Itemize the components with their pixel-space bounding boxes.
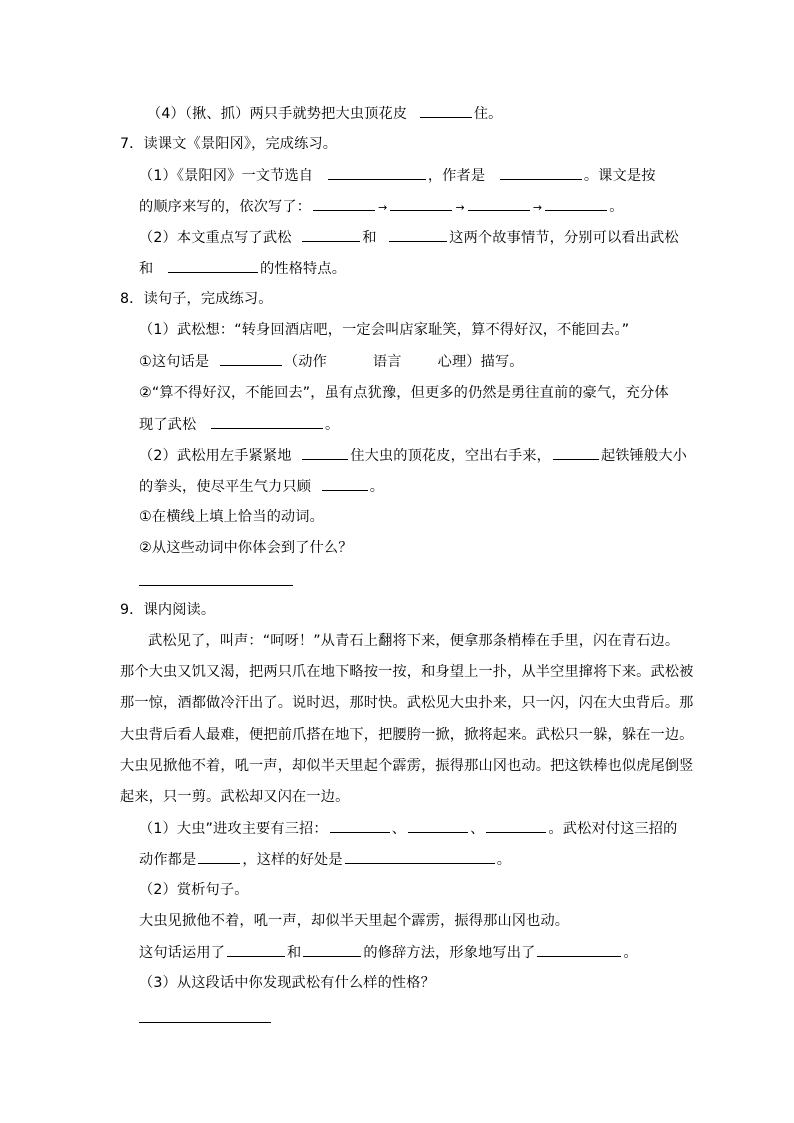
answer-blank[interactable] bbox=[322, 476, 368, 491]
answer-line[interactable] bbox=[139, 1022, 271, 1023]
passage-line: 大虫见掀他不着，吼一声，却似半天里起个霹雳，振得那山冈也动。把这铁棒也似虎尾倒竖 bbox=[120, 758, 694, 774]
passage-line: 大虫背后看人最难，便把前爪搭在地下，把腰胯一掀，掀将起来。武松只一躲，躲在一边。 bbox=[120, 727, 694, 743]
arrow-icon: → bbox=[455, 201, 465, 214]
answer-blank[interactable] bbox=[545, 196, 607, 211]
passage-line: 起来，只一剪。武松却又闪在一边。 bbox=[120, 789, 350, 805]
answer-blank[interactable] bbox=[500, 165, 582, 180]
answer-blank[interactable] bbox=[330, 818, 390, 833]
answer-blank[interactable] bbox=[168, 258, 258, 273]
arrow-icon: → bbox=[532, 201, 543, 214]
passage-line: 那个大虫又饥又渴，把两只爪在地下略按一按，和身望上一扑，从半空里撺将下来。武松被 bbox=[120, 664, 694, 680]
q8-item-1-sub2-line2: 现了武松 。 bbox=[139, 414, 339, 435]
q9-item-1-line1: （1）大虫”进攻主要有三招： 、 、 。武松对付这三招的 bbox=[139, 818, 677, 839]
answer-blank[interactable] bbox=[302, 227, 360, 242]
answer-blank[interactable] bbox=[408, 818, 468, 833]
q7-title: 7．读课文《景阳冈》，完成练习。 bbox=[120, 136, 338, 152]
q8-item-1-sub1: ①这句话是 （动作 语言 心理）描写。 bbox=[139, 351, 524, 372]
q6-item-4: （4）（揪、抓）两只手就势把大虫顶花皮 住。 bbox=[147, 103, 503, 124]
q8-item-2-sub1: ①在横线上填上恰当的动词。 bbox=[139, 509, 324, 525]
answer-blank[interactable] bbox=[227, 942, 285, 957]
answer-blank[interactable] bbox=[537, 942, 621, 957]
q8-item-1: （1）武松想：“转身回酒店吧，一定会叫店家耻笑，算不得好汉，不能回去。” bbox=[139, 322, 630, 338]
answer-blank[interactable] bbox=[198, 849, 240, 864]
answer-blank[interactable] bbox=[302, 445, 348, 460]
q8-title: 8．读句子，完成练习。 bbox=[120, 291, 273, 307]
answer-blank[interactable] bbox=[303, 942, 361, 957]
q9-item-2-answer: 这句话运用了 和 的修辞方法，形象地写出了 。 bbox=[139, 942, 638, 963]
q8-item-2-line1: （2）武松用左手紧紧地 住大虫的顶花皮，空出右手来， 起铁锤般大小 bbox=[139, 445, 687, 466]
passage-line: 武松见了，叫声：“呵呀！”从青石上翻将下来，便拿那条梢棒在手里，闪在青石边。 bbox=[148, 633, 680, 649]
answer-blank[interactable] bbox=[553, 445, 599, 460]
q7-item-1-line1: （1）《景阳冈》一文节选自 ，作者是 。课文是按 bbox=[139, 165, 656, 186]
passage-line: 那一惊，酒都做冷汗出了。说时迟，那时快。武松见大虫扑来，只一闪，闪在大虫背后。那 bbox=[120, 695, 694, 711]
answer-blank[interactable] bbox=[220, 351, 282, 366]
answer-blank[interactable] bbox=[390, 196, 452, 211]
answer-blank[interactable] bbox=[420, 103, 472, 118]
arrow-icon: → bbox=[378, 201, 388, 214]
q9-item-2: （2）赏析句子。 bbox=[139, 882, 249, 898]
answer-blank[interactable] bbox=[389, 227, 447, 242]
q9-item-2-quote: 大虫见掀他不着，吼一声，却似半天里起个霹雳，振得那山冈也动。 bbox=[139, 913, 570, 929]
q8-item-2-sub2: ②从这些动词中你体会到了什么？ bbox=[139, 540, 353, 556]
answer-line[interactable] bbox=[139, 585, 293, 586]
answer-blank[interactable] bbox=[468, 196, 530, 211]
answer-blank[interactable] bbox=[328, 165, 426, 180]
q8-item-2-line2: 的拳头，使尽平生气力只顾 。 bbox=[139, 476, 384, 497]
answer-blank[interactable] bbox=[313, 196, 375, 211]
q7-item-1-line2: 的顺序来写的，依次写了： → → → 。 bbox=[139, 196, 624, 218]
q9-item-1-line2: 动作都是 ，这样的好处是 。 bbox=[139, 849, 511, 870]
answer-blank[interactable] bbox=[345, 849, 495, 864]
q9-title: 9．课内阅读。 bbox=[120, 602, 216, 618]
answer-blank[interactable] bbox=[486, 818, 546, 833]
q7-item-2-line1: （2）本文重点写了武松 和 这两个故事情节，分别可以看出武松 bbox=[139, 227, 679, 248]
answer-blank[interactable] bbox=[211, 414, 323, 429]
q8-item-1-sub2-line1: ②“算不得好汉，不能回去”，虽有点犹豫，但更多的仍然是勇往直前的豪气，充分体 bbox=[139, 385, 669, 401]
q9-item-3: （3）从这段话中你发现武松有什么样的性格？ bbox=[139, 975, 435, 991]
q7-item-2-line2: 和 的性格特点。 bbox=[139, 258, 346, 279]
